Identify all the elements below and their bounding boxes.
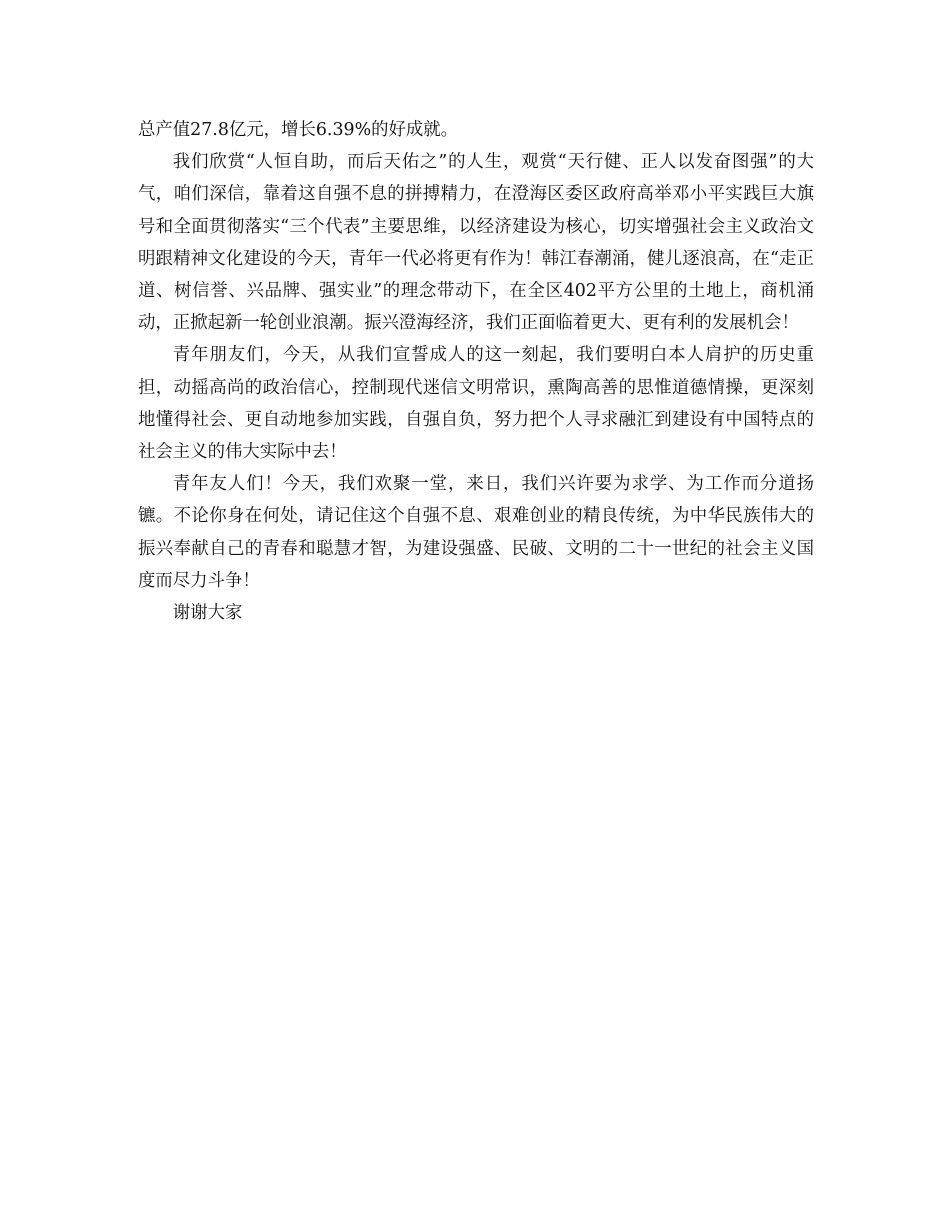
paragraph-outlook: 我们欣赏“人恒自助，而后天佑之”的人生，观赏“天行健、正人以发奋图强”的大气，咱们深信，靠着这自强不息的拼搏精力，在澄海区委区政府高举邓小平实践巨大旗号和全面贯彻落实“三个代表”主要思维，以经济建设为核心，切实增强社会主义政治文明跟精神文化建设的今天，青年一代必将更有作为！韩江春潮涌，健儿逐浪高，在“走正道、树信誉、兴品牌、强实业”的理念带动下，在全区402平方公里的土地上，商机涌动，正掀起新一轮创业浪潮。振兴澄海经济，我们正面临着更大、更有利的发展机会！ — [138, 152, 814, 334]
paragraph-gathering: 青年友人们！今天，我们欢聚一堂，来日，我们兴许要为求学、为工作而分道扬镳。不论你身在何处，请记住这个自强不息、艰难创业的精良传统，为中华民族伟大的振兴奉献自己的青春和聪慧才智，为建设强盛、民破、文明的二十一世纪的社会主义国度而尽力斗争！ — [138, 474, 814, 591]
paragraph-continuation: 总产值27.8亿元，增长6.39%的好成就。 — [138, 120, 459, 140]
paragraph-youth-friends: 青年朋友们，今天，从我们宣誓成人的这一刻起，我们要明白本人肩护的历史重担，动摇高尚的政治信心，控制现代迷信文明常识，熏陶高善的思惟道德情操，更深刻地懂得社会、更自动地参加实践，自强自负，努力把个人寻求融汇到建设有中国特点的社会主义的伟大实际中去！ — [138, 345, 814, 463]
document-page — [138, 114, 814, 629]
paragraph-closing-thanks: 谢谢大家 — [172, 603, 243, 624]
